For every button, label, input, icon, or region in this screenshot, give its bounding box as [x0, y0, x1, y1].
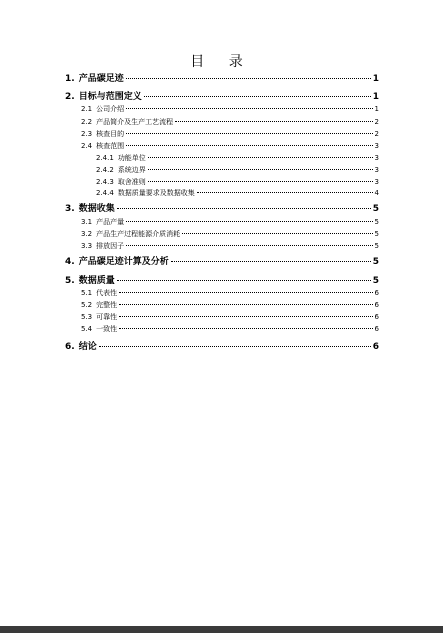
toc-number: 5.2 [81, 301, 93, 309]
toc-number: 2.4.3 [96, 178, 114, 186]
toc-label: 代表性 [96, 289, 118, 297]
toc-entry[interactable] [96, 153, 379, 163]
toc-entry[interactable] [81, 241, 379, 251]
toc-label: 公司介绍 [96, 105, 125, 113]
toc-page: 3 [374, 178, 379, 186]
toc-leader [126, 245, 372, 246]
toc-label: 产品简介及生产工艺流程 [96, 118, 174, 126]
toc-page: 5 [372, 204, 379, 214]
toc-page: 6 [374, 289, 379, 297]
toc-leader [126, 221, 372, 222]
toc-number: 6. [65, 342, 75, 352]
toc-leader [126, 78, 371, 79]
toc-page: 5 [372, 276, 379, 286]
toc-number: 2.4.1 [96, 154, 114, 162]
toc-label: 取舍准则 [117, 178, 146, 186]
toc-leader [119, 292, 372, 293]
toc-entry[interactable] [65, 254, 379, 267]
toc-page: 1 [372, 92, 379, 102]
toc-label: 产品碳足迹计算及分析 [78, 257, 169, 267]
toc-page: 5 [374, 218, 379, 226]
toc-leader [148, 157, 373, 158]
toc-leader [117, 208, 371, 209]
toc-label: 数据质量要求及数据收集 [117, 189, 195, 197]
toc-page: 6 [374, 301, 379, 309]
toc-label: 数据质量 [78, 276, 115, 286]
toc-number: 5.1 [81, 289, 93, 297]
toc-leader [148, 181, 373, 182]
toc-number: 2.4.2 [96, 166, 114, 174]
toc-leader [197, 192, 373, 193]
toc-page: 3 [374, 142, 379, 150]
toc-number: 2.4 [81, 142, 93, 150]
toc-number: 4. [65, 257, 75, 267]
toc-entry[interactable] [96, 165, 379, 175]
toc-page: 2 [374, 130, 379, 138]
toc-leader [99, 346, 371, 347]
toc-entry[interactable] [81, 117, 379, 127]
toc-page: 1 [372, 74, 379, 84]
toc-label: 排放因子 [96, 242, 125, 250]
toc-label: 核查范围 [96, 142, 125, 150]
toc-leader [144, 96, 371, 97]
toc-entry[interactable] [81, 288, 379, 298]
toc-leader [171, 261, 371, 262]
toc-label: 一致性 [96, 325, 118, 333]
toc-entry[interactable] [96, 188, 379, 198]
toc-leader [182, 233, 372, 234]
toc-number: 2.3 [81, 130, 93, 138]
toc-page: 3 [374, 166, 379, 174]
toc-label: 产品碳足迹 [78, 74, 124, 84]
toc-entry[interactable] [81, 104, 379, 114]
toc-number: 5.3 [81, 313, 93, 321]
toc-page: 4 [374, 189, 379, 197]
toc-leader [126, 133, 372, 134]
toc-page: 5 [374, 230, 379, 238]
toc-number: 2.4.4 [96, 189, 114, 197]
toc-number: 3.1 [81, 218, 93, 226]
toc-label: 产品产量 [96, 218, 125, 226]
toc-label: 数据收集 [78, 204, 115, 214]
toc-entry[interactable] [81, 312, 379, 322]
toc-number: 5.4 [81, 325, 93, 333]
toc-page: 1 [374, 105, 379, 113]
toc-number: 3. [65, 204, 75, 214]
toc-label: 结论 [78, 342, 97, 352]
toc-page: 5 [372, 257, 379, 267]
toc-leader [175, 121, 372, 122]
toc-entry[interactable] [81, 217, 379, 227]
toc-entry[interactable] [81, 300, 379, 310]
toc-entry[interactable] [81, 229, 379, 239]
toc-label: 核查目的 [96, 130, 125, 138]
toc-leader [117, 280, 371, 281]
toc-title: 目 录 [190, 54, 253, 70]
toc-label: 完整性 [96, 301, 118, 309]
toc-number: 3.2 [81, 230, 93, 238]
toc-page: 6 [372, 342, 379, 352]
toc-page: 6 [374, 325, 379, 333]
toc-number: 2. [65, 92, 75, 102]
toc-entry[interactable] [65, 71, 379, 84]
toc-number: 3.3 [81, 242, 93, 250]
toc-number: 5. [65, 276, 75, 286]
toc-leader [148, 169, 373, 170]
toc-entry[interactable] [65, 273, 379, 286]
toc-entry[interactable] [81, 141, 379, 151]
toc-label: 产品生产过程能源介质消耗 [96, 230, 181, 238]
toc-page: 3 [374, 154, 379, 162]
toc-label: 功能单位 [117, 154, 146, 162]
toc-label: 目标与范围定义 [78, 92, 142, 102]
toc-page: 2 [374, 118, 379, 126]
toc-leader [126, 108, 372, 109]
toc-label: 系统边界 [117, 166, 146, 174]
toc-leader [126, 145, 372, 146]
toc-leader [119, 328, 372, 329]
toc-entry[interactable] [65, 201, 379, 214]
toc-leader [119, 316, 372, 317]
toc-entry[interactable] [65, 339, 379, 352]
toc-label: 可靠性 [96, 313, 118, 321]
viewer-bottom-bar [0, 626, 443, 633]
toc-entry[interactable] [81, 129, 379, 139]
toc-number: 2.2 [81, 118, 93, 126]
toc-entry[interactable] [65, 89, 379, 102]
toc-leader [119, 304, 372, 305]
toc-page: 5 [374, 242, 379, 250]
toc-page: 6 [374, 313, 379, 321]
toc-number: 2.1 [81, 105, 93, 113]
toc-number: 1. [65, 74, 75, 84]
toc-entry[interactable] [81, 324, 379, 334]
toc-entry[interactable] [96, 177, 379, 187]
